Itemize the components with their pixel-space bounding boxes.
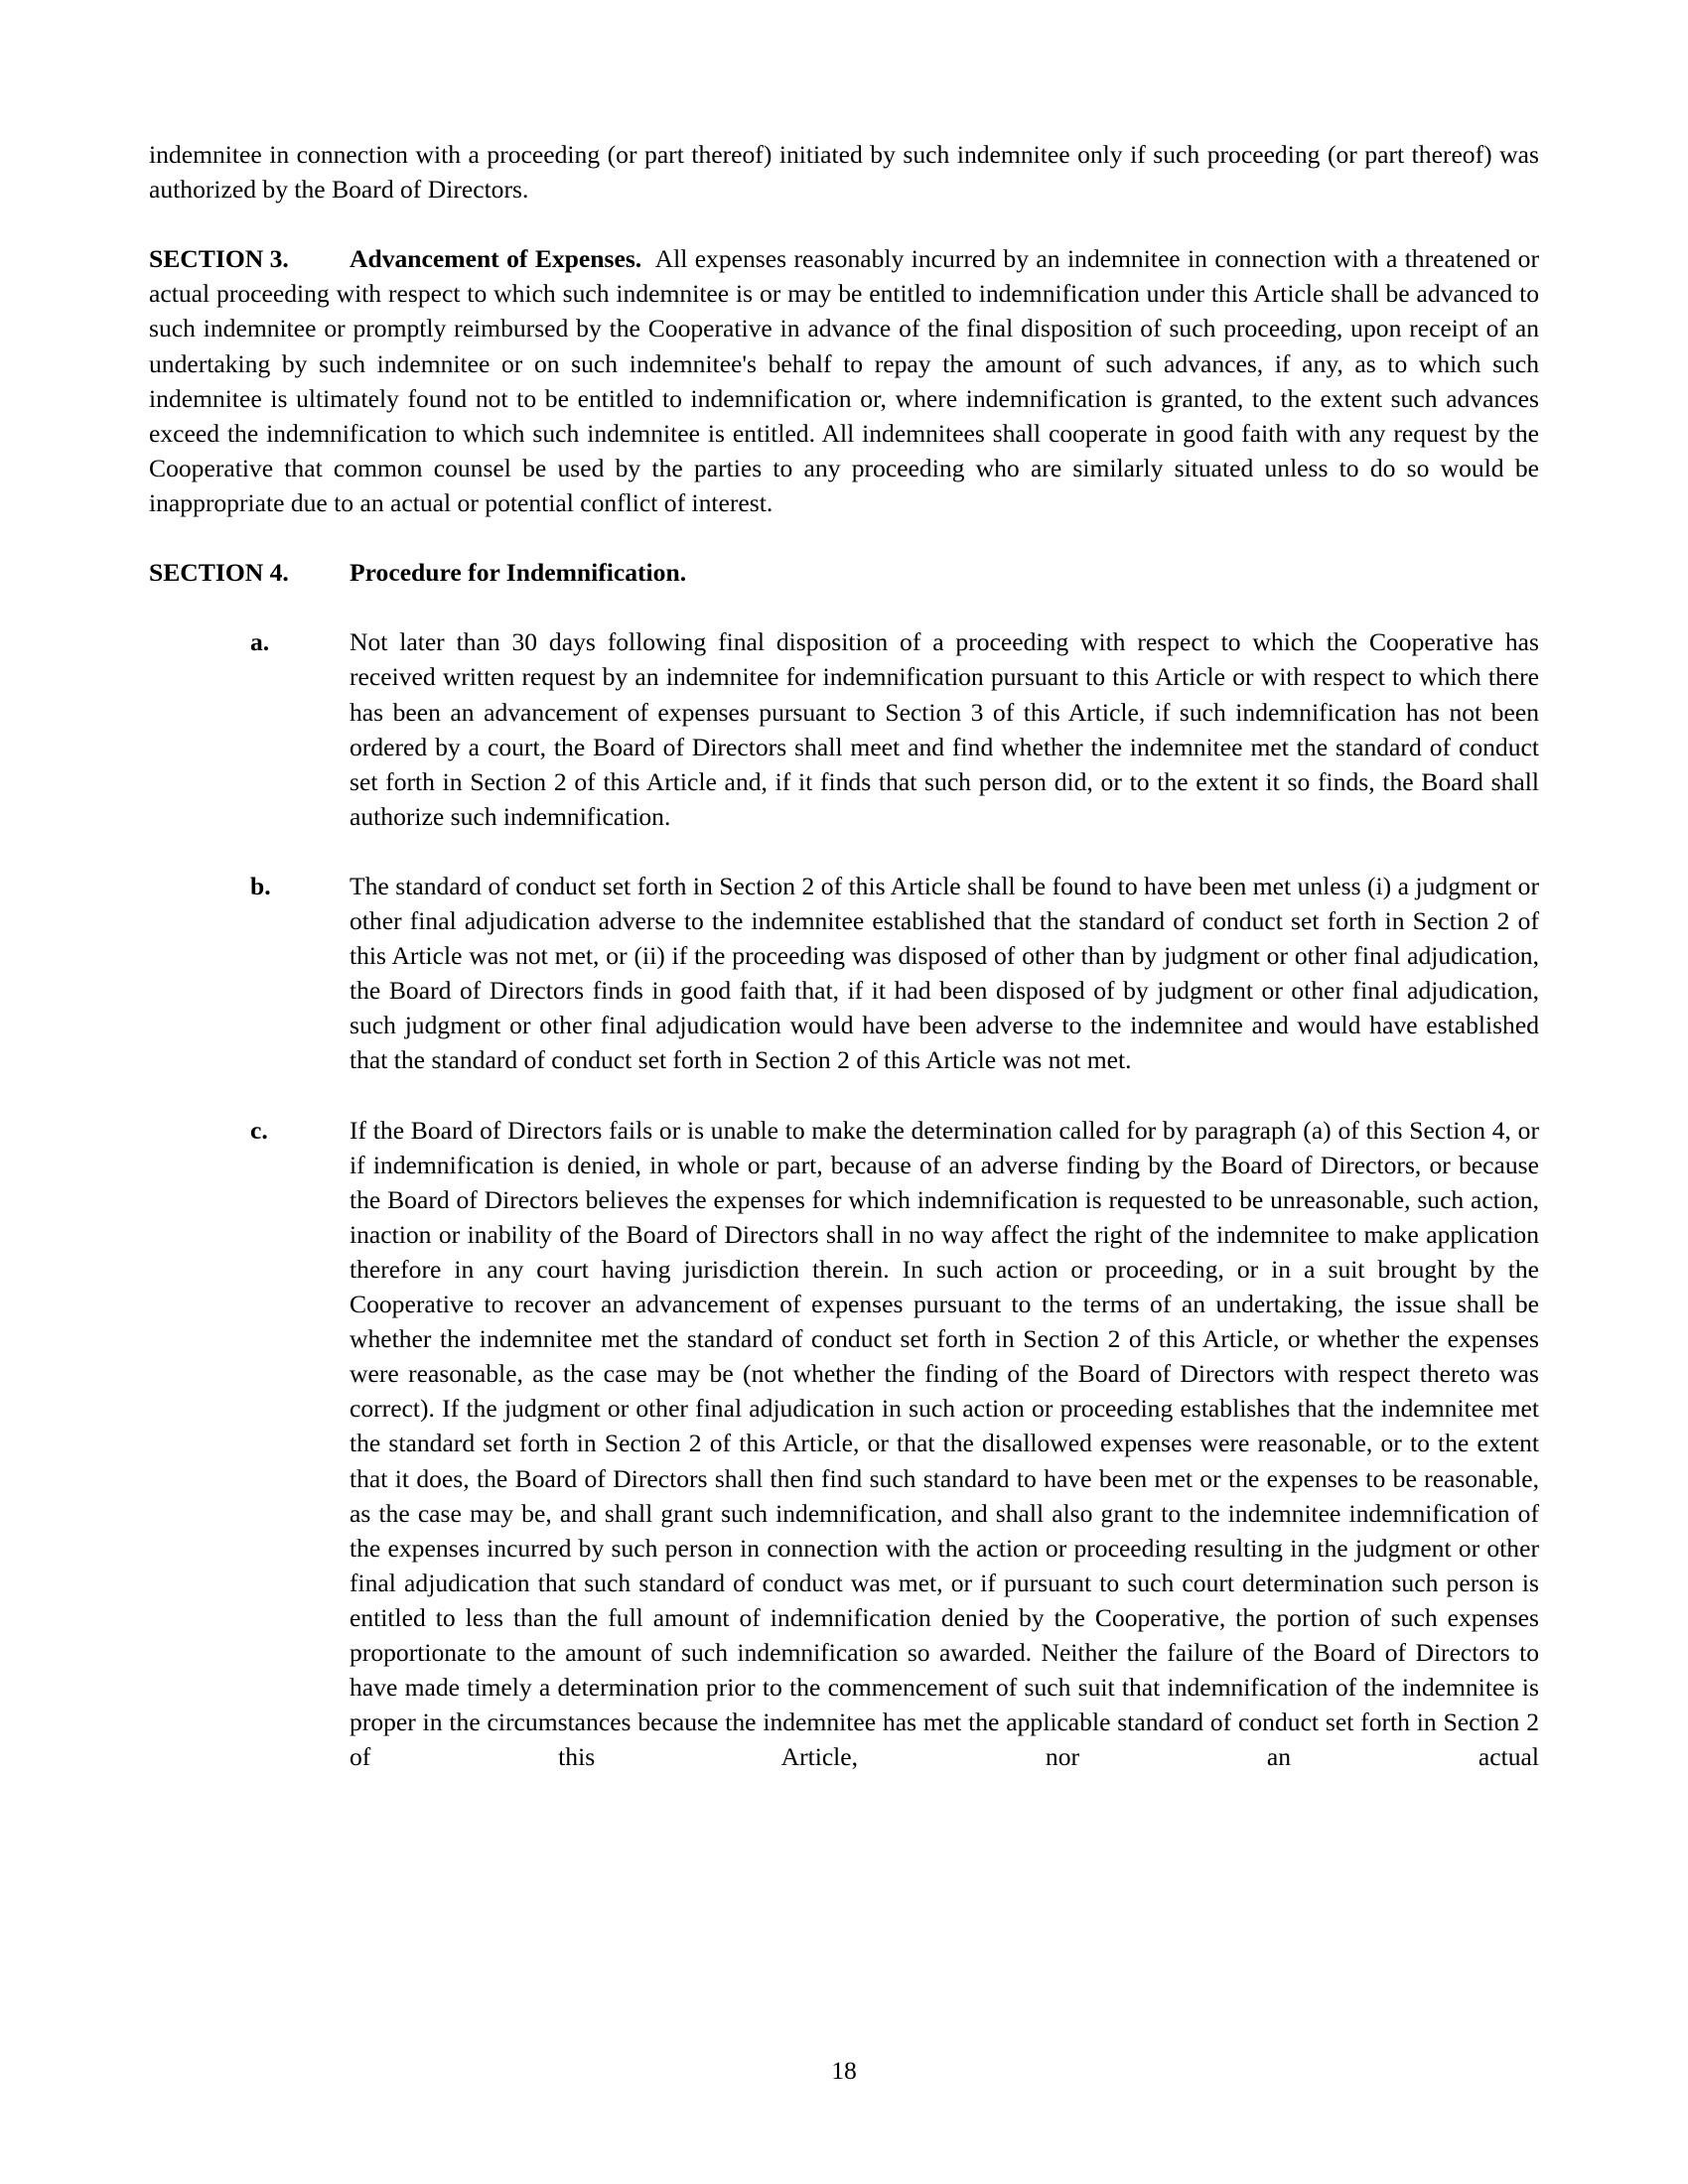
item-label: a.	[250, 627, 270, 657]
item-label: c.	[250, 1115, 268, 1145]
item-text: If the Board of Directors fails or is unable to make the determination called for by paragraph (a) of this Section 4, or if indemnification is denied, in whole or part, because of an adverse finding by the Board of Directors, or because the Board of Directors believes the expenses for which indemnification is requested to be unreasonable, such action, inaction or inability of the Board of Directors shall in no way affect the right of the indemnitee to make application therefore in any court having jurisdiction therein. In such action or proceeding, or in a suit brought by the Cooperative to recover an advancement of expenses pursuant to the terms of an undertaking, the issue shall be whether the indemnitee met the standard of conduct set forth in Section 2 of this Article, or whether the expenses were reasonable, as the case may be (not whether the finding of the Board of Directors with respect thereto was correct). If the judgment or other final adjudication in such action or proceeding establishes that the indemnitee met the standard set forth in Section 2 of this Article, or that the disallowed expenses were reasonable, or to the extent that it does, the Board of Directors shall then find such standard to have been met or the expenses to be reasonable, as the case may be, and shall grant such indemnification, and shall also grant to the indemnitee indemnification of the expenses incurred by such person in connection with the action or proceeding resulting in the judgment or other final adjudication that such standard of conduct was met, or if pursuant to such court determination such person is entitled to less than the full amount of indemnification denied by the Cooperative, the portion of such expenses proportionate to the amount of such indemnification so awarded. Neither the failure of the Board of Directors to have made timely a determination prior to the commencement of such suit that indemnification of the indemnitee is proper in the circumstances because the indemnitee has met the applicable standard of conduct set forth in Section 2 of this Article, nor an actual	[350, 1115, 1539, 1772]
item-text: Not later than 30 days following final disposition of a proceeding with respect to which the Cooperative has received written request by an indemnitee for indemnification pursuant to this Article or with respect to which there has been an advancement of expenses pursuant to Section 3 of this Article, if such indemnification has not been ordered by a court, the Board of Directors shall meet and find whether the indemnitee met the standard of conduct set forth in Section 2 of this Article and, if it finds that such person did, or to the extent it so finds, the Board shall authorize such indemnification.	[350, 627, 1539, 831]
section-4-item-c	[149, 1113, 1539, 1775]
page-number: 18	[831, 2056, 857, 2085]
document-page	[149, 137, 1539, 1810]
section-4-label: SECTION 4.	[149, 558, 289, 588]
section-4-title: Procedure for Indemnification.	[350, 558, 687, 588]
continuation-paragraph: indemnitee in connection with a proceeding (or part thereof) initiated by such indemnitee only if such proceeding (or part thereof) was authorized by the Board of Directors.	[149, 140, 1539, 205]
section-3-body: All expenses reasonably incurred by an indemnitee in connection with a threatened or actual proceeding with respect to which such indemnitee is or may be entitled to indemnification under this Article shall be advanced to such indemnitee or promptly reimbursed by the Cooperative in advance of the final disposition of such proceeding, upon receipt of an undertaking by such indemnitee or on such indemnitee's behalf to repay the amount of such advances, if any, as to which such indemnitee is ultimately found not to be entitled to indemnification or, where indemnification is granted, to the extent such advances exceed the indemnification to which such indemnitee is entitled. All indemnitees shall cooperate in good faith with any request by the Cooperative that common counsel be used by the parties to any proceeding who are similarly situated unless to do so would be inappropriate due to an actual or potential conflict of interest.	[149, 244, 1539, 517]
section-4-heading	[149, 555, 1539, 590]
item-label: b.	[250, 871, 271, 900]
section-4-item-b	[149, 869, 1539, 1078]
item-text: The standard of conduct set forth in Section 2 of this Article shall be found to have been met unless (i) a judgment or other final adjudication adverse to the indemnitee established that the standard of conduct set forth in Section 2 of this Article was not met, or (ii) if the proceeding was disposed of other than by judgment or other final adjudication, the Board of Directors finds in good faith that, if it had been disposed of by judgment or other final adjudication, such judgment or other final adjudication would have been adverse to the indemnitee and would have established that the standard of conduct set forth in Section 2 of this Article was not met.	[350, 871, 1539, 1075]
section-3-label: SECTION 3.	[149, 244, 289, 274]
section-4-item-a	[149, 624, 1539, 834]
section-3-title: Advancement of Expenses.	[350, 244, 642, 274]
section-3	[149, 241, 1539, 520]
